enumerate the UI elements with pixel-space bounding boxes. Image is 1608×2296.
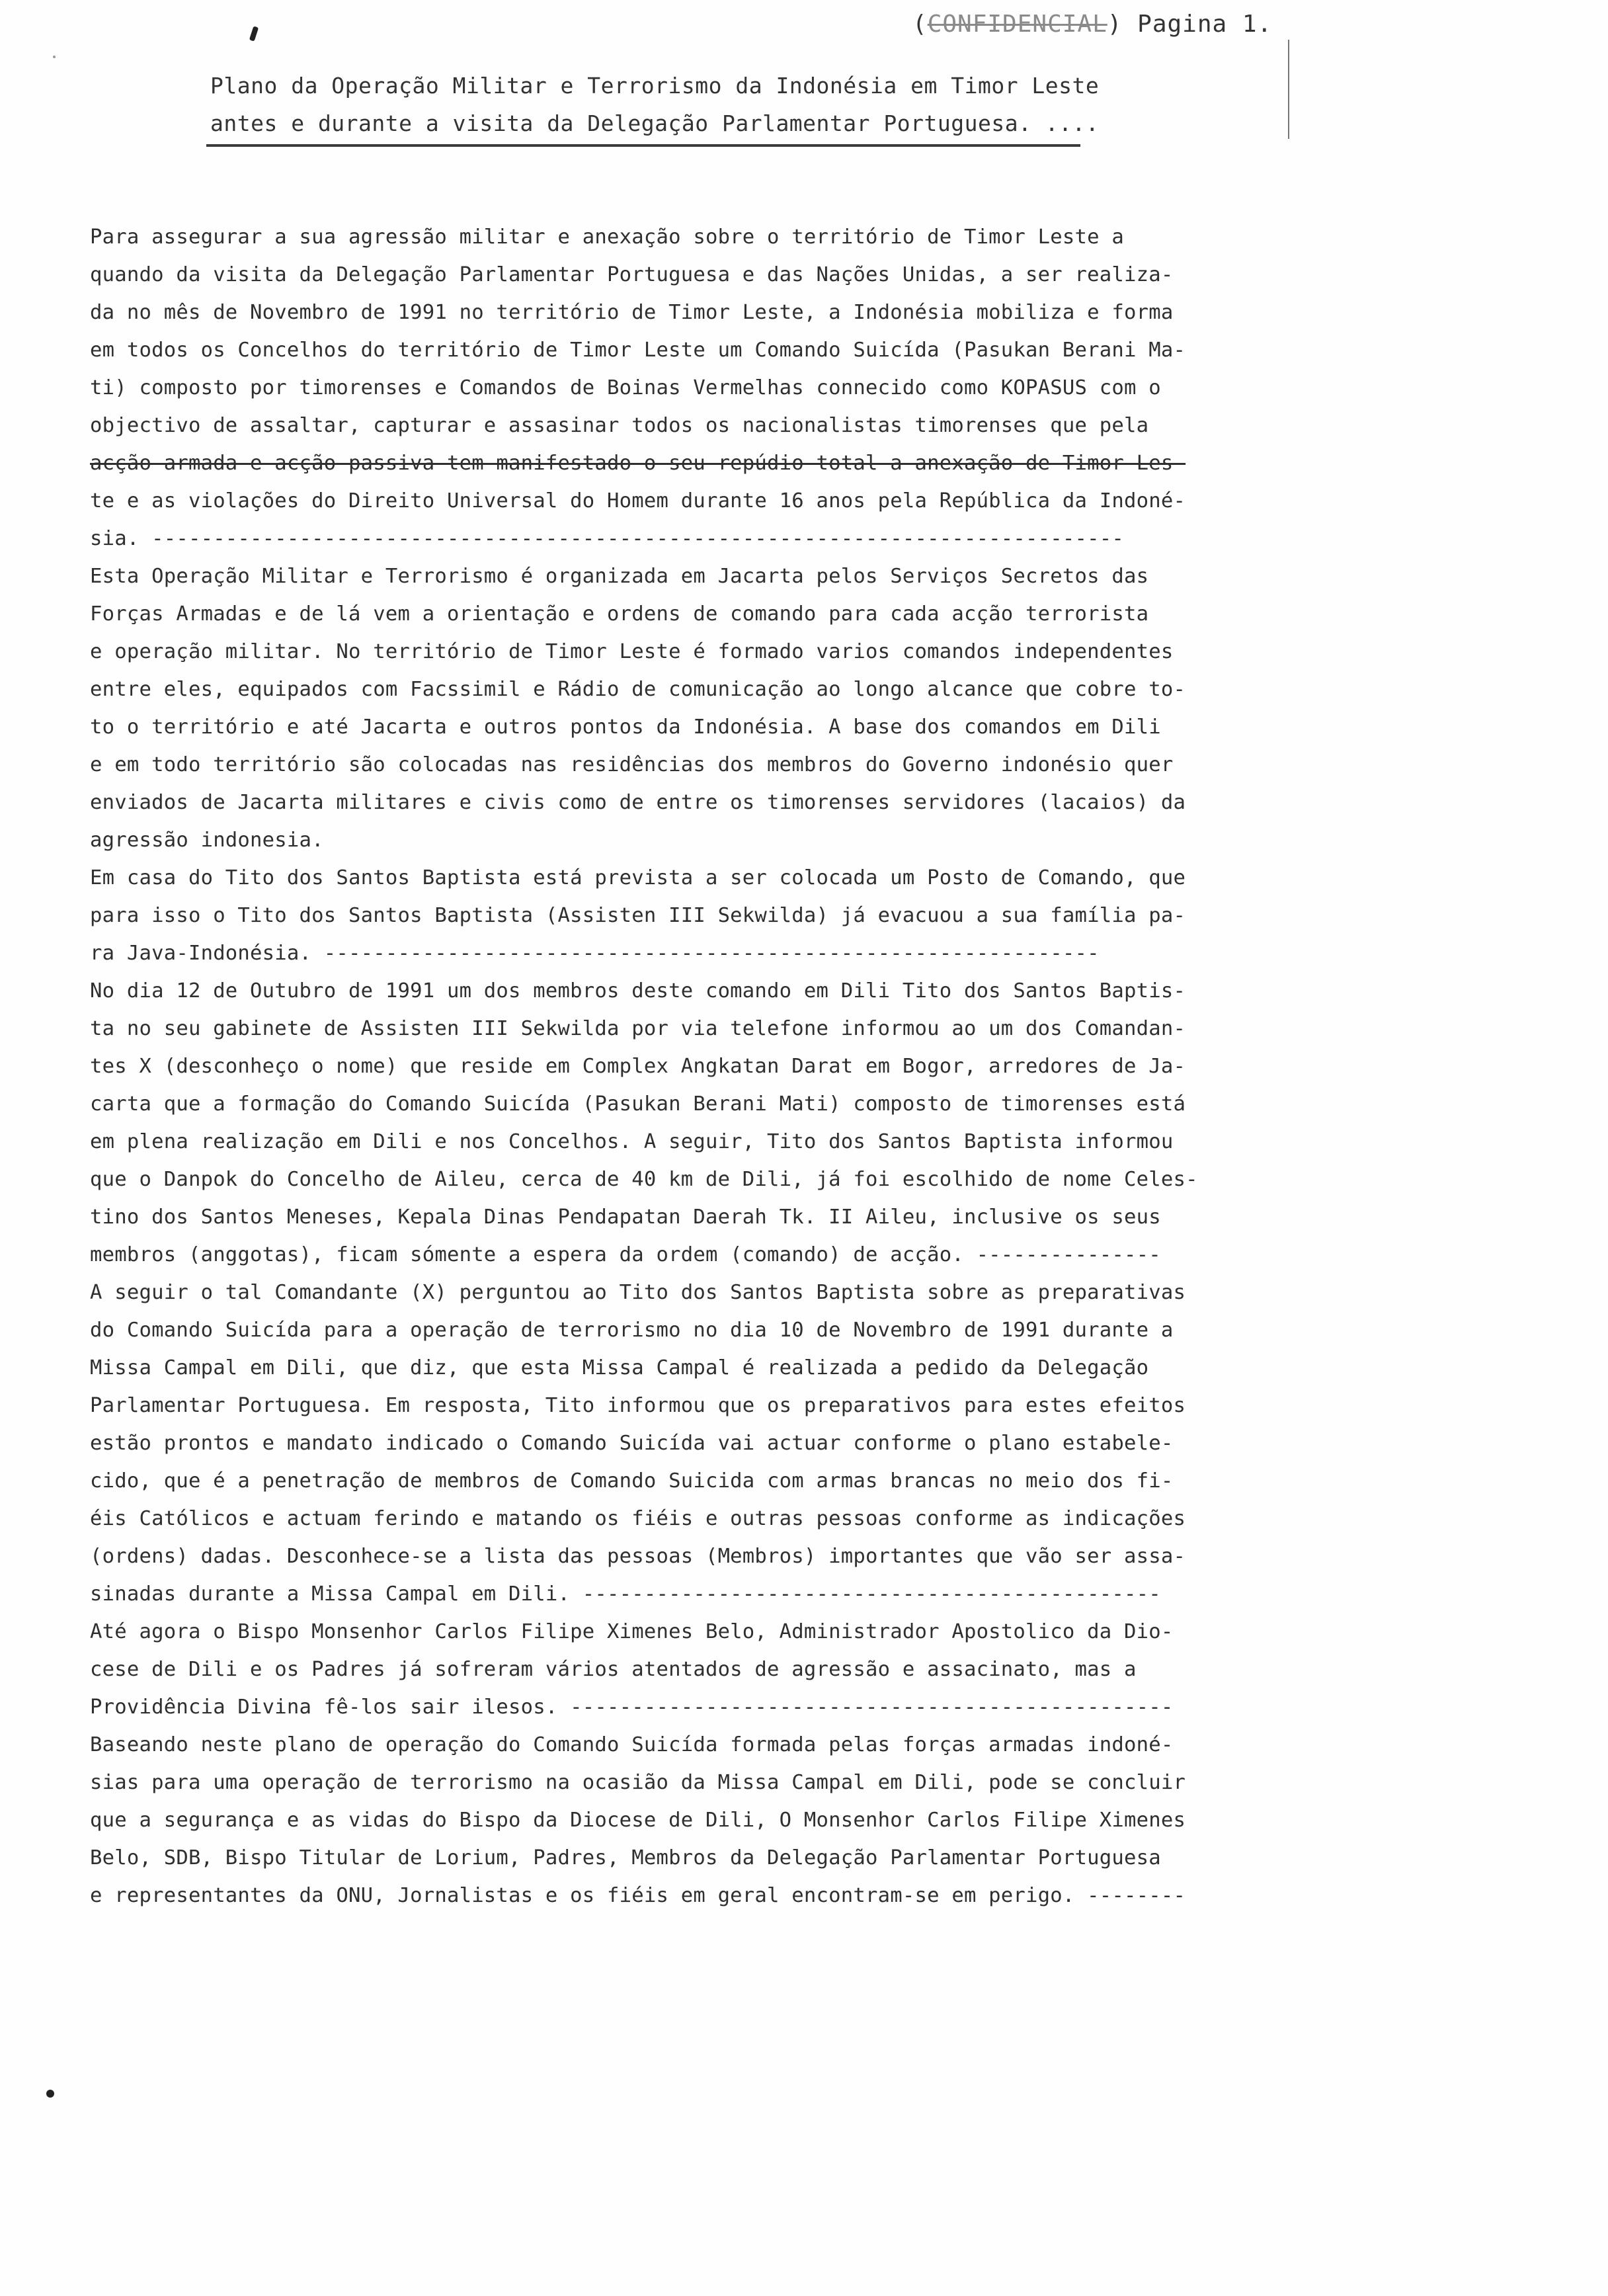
body-line: tes X (desconheço o nome) que reside em Complex Angkatan Darat em Bogor, arredores de Ja- [90, 1055, 1186, 1078]
body-line: sias para uma operação de terrorismo na ocasião da Missa Campal em Dili, pode se concluir [90, 1771, 1186, 1794]
title-underline [206, 144, 1080, 147]
page-header: (CONFIDENCIAL) Pagina 1. [912, 11, 1273, 38]
ink-dot [53, 56, 56, 58]
body-line-struck: acção armada e acção passiva tem manifestado o seu repúdio total a anexação de Timor Les- [90, 452, 1186, 475]
body-line: A seguir o tal Comandante (X) perguntou ao Tito dos Santos Baptista sobre as preparativas [90, 1281, 1186, 1304]
body-line: Esta Operação Militar e Terrorismo é organizada em Jacarta pelos Serviços Secretos das [90, 565, 1149, 588]
body-line: Forças Armadas e de lá vem a orientação e ordens de comando para cada acção terrorista [90, 602, 1149, 626]
body-line: te e as violações do Direito Universal do Homem durante 16 anos pela República da Indoné- [90, 489, 1186, 512]
body-line: Baseando neste plano de operação do Comando Suicída formada pelas forças armadas indoné- [90, 1733, 1174, 1756]
body-line: em todos os Concelhos do território de Timor Leste um Comando Suicída (Pasukan Berani Ma- [90, 339, 1186, 362]
page-number: Pagina 1. [1137, 11, 1273, 38]
body-line: para isso o Tito dos Santos Baptista (Assisten III Sekwilda) já evacuou a sua família pa- [90, 904, 1186, 927]
document-title [210, 66, 1136, 142]
title-line-1: Plano da Operação Militar e Terrorismo da Indonésia em Timor Leste [210, 73, 1100, 99]
body-line: sinadas durante a Missa Campal em Dili. ----------------------------------------------- [90, 1582, 1161, 1606]
body-line: Missa Campal em Dili, que diz, que esta Missa Campal é realizada a pedido da Delegação [90, 1356, 1149, 1379]
body-line: Parlamentar Portuguesa. Em resposta, Tito informou que os preparativos para estes efeitos [90, 1394, 1186, 1417]
body-line: éis Católicos e actuam ferindo e matando os fiéis e outras pessoas conforme as indicações [90, 1507, 1186, 1530]
body-line: e em todo território são colocadas nas residências dos membros do Governo indonésio quer [90, 753, 1174, 776]
body-line: e representantes da ONU, Jornalistas e os fiéis em geral encontram-se em perigo. -------- [90, 1884, 1186, 1907]
body-line: cido, que é a penetração de membros de Comando Suicida com armas brancas no meio dos fi- [90, 1469, 1174, 1493]
body-line: que a segurança e as vidas do Bispo da Diocese de Dili, O Monsenhor Carlos Filipe Ximenes [90, 1809, 1186, 1832]
body-line: quando da visita da Delegação Parlamentar Portuguesa e das Nações Unidas, a ser realiza- [90, 263, 1174, 286]
body-line: ta no seu gabinete de Assisten III Sekwilda por via telefone informou ao um dos Comandan- [90, 1017, 1186, 1040]
body-line: sia. ------------------------------------------------------------------------------- [90, 527, 1124, 550]
ink-dot [46, 2090, 54, 2098]
classification-mark: CONFIDENCIAL [927, 11, 1107, 38]
body-line: do Comando Suicída para a operação de terrorismo no dia 10 de Novembro de 1991 durante a [90, 1319, 1174, 1342]
title-line-2: antes e durante a visita da Delegação Parlamentar Portuguesa. .... [210, 110, 1100, 136]
body-line: No dia 12 de Outubro de 1991 um dos membros deste comando em Dili Tito dos Santos Baptis- [90, 979, 1186, 1003]
body-line: Em casa do Tito dos Santos Baptista está prevista a ser colocada um Posto de Comando, que [90, 866, 1186, 889]
body-line: to o território e até Jacarta e outros pontos da Indonésia. A base dos comandos em Dili [90, 716, 1161, 739]
body-line: entre eles, equipados com Facssimil e Rádio de comunicação ao longo alcance que cobre to- [90, 678, 1186, 701]
body-line: Até agora o Bispo Monsenhor Carlos Filipe Ximenes Belo, Administrador Apostolico da Dio- [90, 1620, 1174, 1643]
body-line: Providência Divina fê-los sair ilesos. ------------------------------------------------- [90, 1696, 1174, 1719]
body-line: objectivo de assaltar, capturar e assasinar todos os nacionalistas timorenses que pela [90, 414, 1149, 437]
body-line: em plena realização em Dili e nos Concelhos. A seguir, Tito dos Santos Baptista informou [90, 1130, 1174, 1153]
body-line: da no mês de Novembro de 1991 no território de Timor Leste, a Indonésia mobiliza e forma [90, 301, 1174, 324]
body-line: carta que a formação do Comando Suicída (Pasukan Berani Mati) composto de timorenses está [90, 1092, 1186, 1116]
ink-dot [249, 26, 259, 41]
body-line: estão prontos e mandato indicado o Comando Suicída vai actuar conforme o plano estabele- [90, 1432, 1174, 1455]
body-line: tino dos Santos Meneses, Kepala Dinas Pendapatan Daerah Tk. II Aileu, inclusive os seus [90, 1206, 1161, 1229]
body-line: Para assegurar a sua agressão militar e anexação sobre o território de Timor Leste a [90, 226, 1124, 249]
body-line: e operação militar. No território de Timor Leste é formado varios comandos independentes [90, 640, 1174, 663]
body-line: ti) composto por timorenses e Comandos de Boinas Vermelhas connecido como KOPASUS com o [90, 376, 1161, 399]
body-line: ra Java-Indonésia. --------------------------------------------------------------- [90, 942, 1100, 965]
body-line: (ordens) dadas. Desconhece-se a lista das pessoas (Membros) importantes que vão ser assa- [90, 1545, 1186, 1568]
body-line: agressão indonesia. [90, 829, 324, 852]
body-line: enviados de Jacarta militares e civis como de entre os timorenses servidores (lacaios) da [90, 791, 1186, 814]
document-body [90, 218, 1260, 1914]
margin-mark [1288, 40, 1289, 139]
body-line: que o Danpok do Concelho de Aileu, cerca de 40 km de Dili, já foi escolhido de nome Celes- [90, 1168, 1198, 1191]
body-line: Belo, SDB, Bispo Titular de Lorium, Padres, Membros da Delegação Parlamentar Portuguesa [90, 1846, 1161, 1869]
body-line: cese de Dili e os Padres já sofreram vários atentados de agressão e assacinato, mas a [90, 1658, 1137, 1681]
body-line: membros (anggotas), ficam sómente a espera da ordem (comando) de acção. --------------- [90, 1243, 1161, 1266]
